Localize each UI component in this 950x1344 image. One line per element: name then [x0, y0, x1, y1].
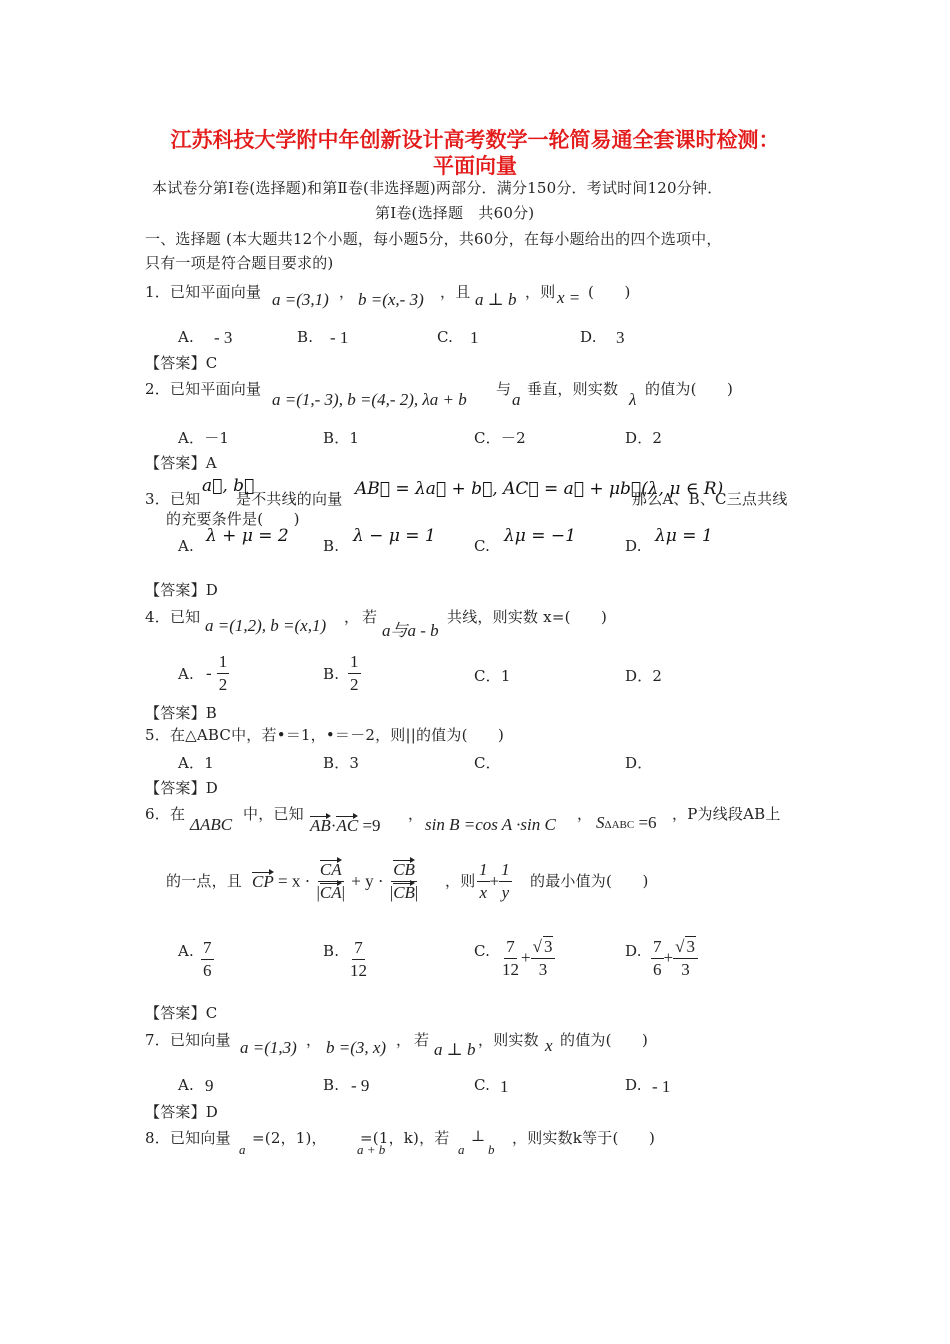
q6-tail2: 的最小值为( )	[530, 872, 649, 890]
q7-math-x: x	[545, 1036, 553, 1055]
q2-perp: 垂直，则实数	[527, 380, 619, 398]
exam-intro: 本试卷分第Ⅰ卷(选择题)和第Ⅱ卷(非选择题)两部分．满分150分．考试时间120分钟．	[152, 179, 723, 197]
q2-opt-d: D．2	[625, 429, 663, 447]
q6-known: 中，已知	[243, 805, 304, 823]
q4-stem: 4．已知	[145, 608, 201, 626]
q7-math-b: b =(3, x)	[326, 1038, 387, 1057]
q1-label-d: D.	[580, 328, 597, 346]
document-title-line1: 江苏科技大学附中年创新设计高考数学一轮简易通全套课时检测：	[170, 127, 780, 152]
q6-label-a: A.	[178, 942, 195, 960]
q6-label-b: B.	[323, 942, 340, 960]
q6-math-dot: AB·AC =9	[310, 816, 381, 835]
q1-math-x: x =	[557, 288, 581, 307]
q8-math-b: b	[488, 1142, 495, 1157]
q4-opt-a-num: 1	[217, 652, 230, 674]
q3-opt-c: λμ = −1	[504, 526, 576, 546]
q4-opt-b	[348, 652, 361, 695]
q7-math-perp: a ⊥ b	[434, 1040, 476, 1059]
q3-opt-a: λ + μ = 2	[206, 526, 289, 546]
q4-label-a: A.	[178, 665, 195, 683]
q3-label-c: C.	[474, 537, 491, 555]
q3-stem: 3．已知	[145, 490, 201, 508]
q4-answer: 【答案】B	[145, 704, 218, 722]
q2-answer: 【答案】A	[145, 454, 217, 472]
q4-opt-a-sign: -	[206, 663, 212, 683]
q4-opt-b-num: 1	[348, 652, 361, 674]
q6-opt-c: $\frac{7}{12}$ + $\frac{√ 3}{3}$	[500, 936, 555, 980]
part-instruction-line1: 一、选择题 (本大题共12个小题，每小题5分，共60分，在每小题给出的四个选项中，	[145, 230, 722, 248]
q4-if: 若	[362, 608, 378, 626]
q1-opt-b: - 1	[330, 328, 349, 347]
q3-label-b: B.	[323, 537, 340, 555]
q6-math-triangle: ΔABC	[190, 815, 233, 834]
q6-area-eq: =6	[634, 813, 657, 832]
q6-area-s: S	[596, 813, 605, 832]
q6-vec-ac: AC	[336, 816, 359, 835]
q1-math-perp: a ⊥ b	[475, 290, 517, 309]
q1-opt-a: - 3	[214, 328, 233, 347]
q3-math-vectors: AB⃗ = λa⃗ + b⃗, AC⃗ = a⃗ + μb⃗(λ, μ ∈ R)	[355, 479, 724, 499]
q1-math-a: a =(3,1)	[272, 290, 329, 309]
q4-sep: ，	[344, 608, 360, 626]
q6-vec-ab: AB	[310, 816, 331, 835]
q6-plus-y: + y ·	[351, 871, 384, 891]
q6-math-recip: $\frac{1}{x}$ + $\frac{1}{y}$	[479, 860, 510, 902]
q7-label-b: B.	[323, 1076, 340, 1094]
q3-answer: 【答案】D	[145, 581, 219, 599]
q6-sep1: ，	[408, 805, 424, 823]
q6-answer: 【答案】C	[145, 1004, 218, 1022]
section-header: 第Ⅰ卷(选择题 共60分)	[375, 204, 535, 222]
q4-opt-c: C．1	[474, 667, 511, 685]
q5-opt-a: A．1	[178, 754, 214, 772]
q1-math-b: b =(x,- 3)	[358, 290, 424, 309]
q7-tail: 的值为( )	[560, 1031, 649, 1049]
q5-opt-d: D．	[625, 754, 653, 772]
q7-opt-a: 9	[205, 1076, 214, 1095]
q4-label-b: B.	[323, 665, 340, 683]
q6-area-sub: ΔABC	[604, 819, 635, 831]
q7-sep1: ，	[306, 1031, 322, 1049]
q6-sep2: ，	[577, 805, 593, 823]
q7-label-c: C.	[474, 1076, 491, 1094]
q8-val1: =(2，1)，	[252, 1129, 327, 1147]
q6-vec-cp: CP	[252, 871, 274, 891]
q1-label-a: A.	[178, 328, 195, 346]
q8-math-a: a	[239, 1142, 246, 1157]
q2-opt-a: A．－1	[178, 429, 230, 447]
q1-opt-d: 3	[616, 328, 625, 347]
q6-line2: 的一点，且	[166, 872, 243, 890]
q6-opt-b: $\frac{7}{12}$	[350, 938, 367, 980]
q3-opt-b: λ − μ = 1	[353, 526, 436, 546]
q8-perp: ⊥	[471, 1127, 486, 1145]
document-title-line2: 平面向量	[433, 153, 517, 178]
q4-opt-d: D．2	[625, 667, 663, 685]
q4-opt-a	[206, 652, 229, 695]
q6-math-cp	[252, 860, 420, 903]
q7-label-d: D.	[625, 1076, 642, 1094]
q3-label-a: A.	[178, 537, 195, 555]
q6-math-sin: sin B =cos A ·sin C	[425, 815, 556, 834]
q4-opt-b-den: 2	[350, 675, 359, 694]
q2-opt-b: B．1	[323, 429, 360, 447]
q7-if: 若	[414, 1031, 430, 1049]
q6-eq9: =9	[358, 816, 381, 835]
q7-then: ，则实数	[478, 1031, 539, 1049]
q6-opt-d: $\frac{7}{6}$ + $\frac{√ 3}{3}$	[651, 936, 698, 980]
q8-math-apb: a + b	[357, 1142, 386, 1157]
q1-opt-c: 1	[470, 328, 479, 347]
q3-tail: 那么A、B、C三点共线	[632, 490, 788, 508]
q1-paren: ( )	[588, 283, 631, 301]
q6-frac1-den: |CA|	[316, 883, 346, 902]
q8-stem: 8．已知向量	[145, 1129, 231, 1147]
q2-math-a: a	[512, 390, 521, 409]
q6-frac2-den: |CB|	[389, 883, 419, 902]
q2-stem: 2．已知平面向量	[145, 380, 262, 398]
q2-math-lambda: λ	[629, 390, 637, 409]
q8-val2: =(1，k)，若	[360, 1129, 450, 1147]
q3-math-ab: a⃗, b⃗	[202, 476, 255, 496]
q6-stem: 6．在	[145, 805, 186, 823]
q1-sep1: ，	[339, 283, 355, 301]
q4-tail: 共线，则实数 x=( )	[447, 608, 608, 626]
q3-text: 是不共线的向量	[236, 490, 343, 508]
q4-opt-a-den: 2	[218, 675, 228, 694]
q5-stem: 5．在△ABC中，若•＝1，•＝－2，则||的值为( )	[145, 726, 505, 744]
q6-frac1-num: CA	[318, 860, 344, 882]
q1-then: ，则	[525, 283, 556, 301]
q1-and: ，且	[440, 283, 471, 301]
q7-stem: 7．已知向量	[145, 1031, 231, 1049]
q3-opt-d: λμ = 1	[655, 526, 713, 546]
q6-label-c: C.	[474, 942, 491, 960]
q5-answer: 【答案】D	[145, 779, 219, 797]
q2-math: a =(1,- 3), b =(4,- 2), λa + b	[272, 390, 467, 409]
q6-frac2-num: CB	[391, 860, 417, 882]
q7-label-a: A.	[178, 1076, 195, 1094]
q3-label-d: D.	[625, 537, 642, 555]
q1-answer: 【答案】C	[145, 354, 218, 372]
q6-label-d: D.	[625, 942, 642, 960]
q7-opt-b: - 9	[351, 1076, 370, 1095]
q3-line2: 的充要条件是( )	[166, 510, 300, 528]
q7-sep2: ，	[396, 1031, 412, 1049]
q1-label-c: C.	[437, 328, 454, 346]
q6-math-area	[596, 813, 657, 833]
q7-opt-c: 1	[500, 1077, 509, 1096]
q5-opt-c: C．	[474, 754, 501, 772]
q1-label-b: B.	[297, 328, 314, 346]
q6-eq-x: = x ·	[277, 871, 311, 891]
q1-stem: 1．已知平面向量	[145, 283, 262, 301]
q6-opt-a: $\frac{7}{6}$	[203, 938, 212, 980]
q8-tail: ，则实数k等于( )	[512, 1129, 655, 1147]
q6-then: ，则	[445, 872, 476, 890]
q7-math-a: a =(1,3)	[240, 1038, 297, 1057]
q4-math-col: a与a - b	[382, 621, 439, 640]
q7-answer: 【答案】D	[145, 1103, 219, 1121]
part-instruction-line2: 只有一项是符合题目要求的)	[145, 254, 334, 272]
q5-opt-b: B．3	[323, 754, 360, 772]
q2-with: 与	[496, 380, 512, 398]
q8-math-a2: a	[458, 1142, 465, 1157]
q2-tail: 的值为( )	[645, 380, 734, 398]
q6-tail: ，P为线段AB上	[672, 805, 781, 823]
q4-math: a =(1,2), b =(x,1)	[205, 616, 327, 635]
q7-opt-d: - 1	[652, 1077, 671, 1096]
q2-opt-c: C．－2	[474, 429, 526, 447]
